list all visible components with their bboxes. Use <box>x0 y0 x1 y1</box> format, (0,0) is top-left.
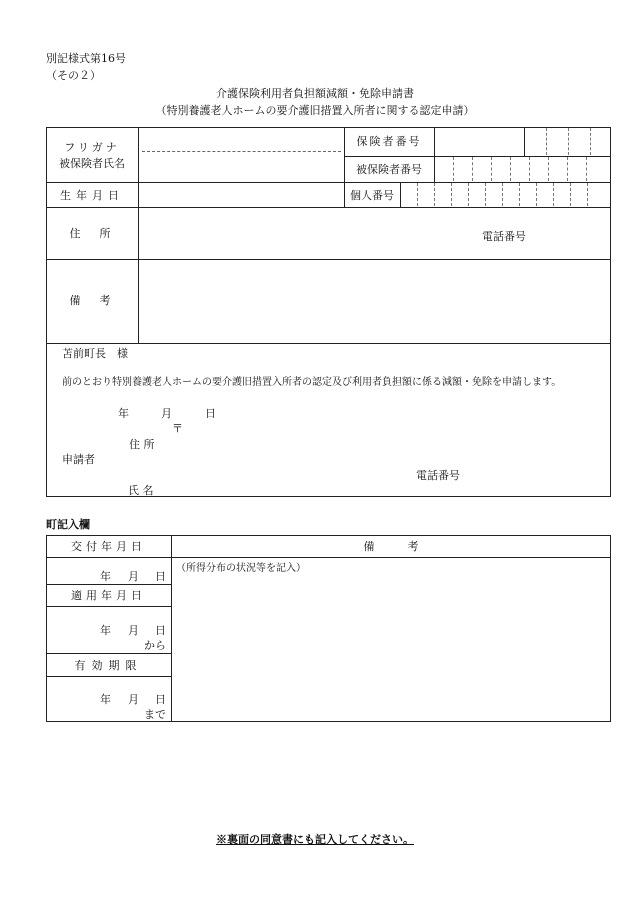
apply-date-label: 適用年月日 <box>71 589 146 602</box>
form-title: 介護保険利用者負担額減額・免除申請書 <box>216 87 414 100</box>
addressee: 苫前町長 様 <box>62 347 128 360</box>
remarks-label: 備 考 <box>69 294 115 307</box>
address-label: 住 所 <box>69 227 115 240</box>
validity-label: 有効期限 <box>74 659 143 672</box>
apply-year: 年 <box>100 624 111 637</box>
applicant-name-label: 氏 名 <box>128 484 154 497</box>
applicant-phone-label: 電話番号 <box>416 469 460 482</box>
valid-year: 年 <box>100 693 111 706</box>
birthdate-label: 生年月日 <box>60 189 124 202</box>
furigana-label: フリガナ <box>64 141 120 154</box>
issue-date-label: 交付年月日 <box>71 540 146 553</box>
insurer-number-label: 保険者番号 <box>356 135 422 148</box>
date-month: 月 <box>161 407 172 420</box>
date-year: 年 <box>118 407 129 420</box>
furigana-field[interactable] <box>143 130 339 148</box>
apply-month: 月 <box>128 624 139 637</box>
personal-number-label: 個人番号 <box>350 189 394 202</box>
insured-number-field[interactable] <box>435 157 610 181</box>
apply-day: 日 <box>155 624 166 637</box>
form-subtitle: （特別養護老人ホームの要介護旧措置入所者に関する認定申請） <box>155 104 475 117</box>
issue-year: 年 <box>100 570 111 583</box>
date-day: 日 <box>205 407 216 420</box>
issue-month: 月 <box>128 570 139 583</box>
issue-day: 日 <box>155 570 166 583</box>
valid-month: 月 <box>128 693 139 706</box>
footer-note: ※裏面の同意書にも記入してください。 <box>216 833 414 846</box>
from-label: から <box>144 639 166 652</box>
remarks-field[interactable] <box>139 260 610 343</box>
form-id: 別記様式第16号 <box>46 52 126 65</box>
applicant-address-field[interactable] <box>180 434 600 450</box>
birthdate-field[interactable] <box>139 183 343 206</box>
postal-mark: 〒 <box>172 422 183 435</box>
office-remarks-hint: （所得分布の状況等を記入） <box>176 563 306 574</box>
insured-name-field[interactable] <box>143 155 339 179</box>
personal-number-field[interactable] <box>401 183 610 206</box>
address-field[interactable] <box>139 208 610 258</box>
insured-name-label: 被保険者氏名 <box>59 157 125 170</box>
form-sub: （その２） <box>46 69 101 82</box>
declaration-box <box>46 343 611 497</box>
applicant-name-field[interactable] <box>180 481 600 495</box>
office-remarks-header: 備 考 <box>363 540 419 553</box>
office-section-label: 町記入欄 <box>46 518 90 531</box>
insurer-number-field[interactable] <box>525 128 610 155</box>
insured-number-label: 被保険者番号 <box>356 163 422 176</box>
until-label: まで <box>144 708 166 721</box>
phone-label: 電話番号 <box>482 230 526 243</box>
office-remarks-field[interactable] <box>172 577 610 721</box>
applicant-address-label: 住 所 <box>129 438 155 451</box>
applicant-label: 申請者 <box>62 453 95 466</box>
declaration-statement: 前のとおり特別養護老人ホームの要介護旧措置入所者の認定及び利用者負担額に係る減額・免除を申請します。 <box>62 377 562 388</box>
valid-day: 日 <box>155 693 166 706</box>
